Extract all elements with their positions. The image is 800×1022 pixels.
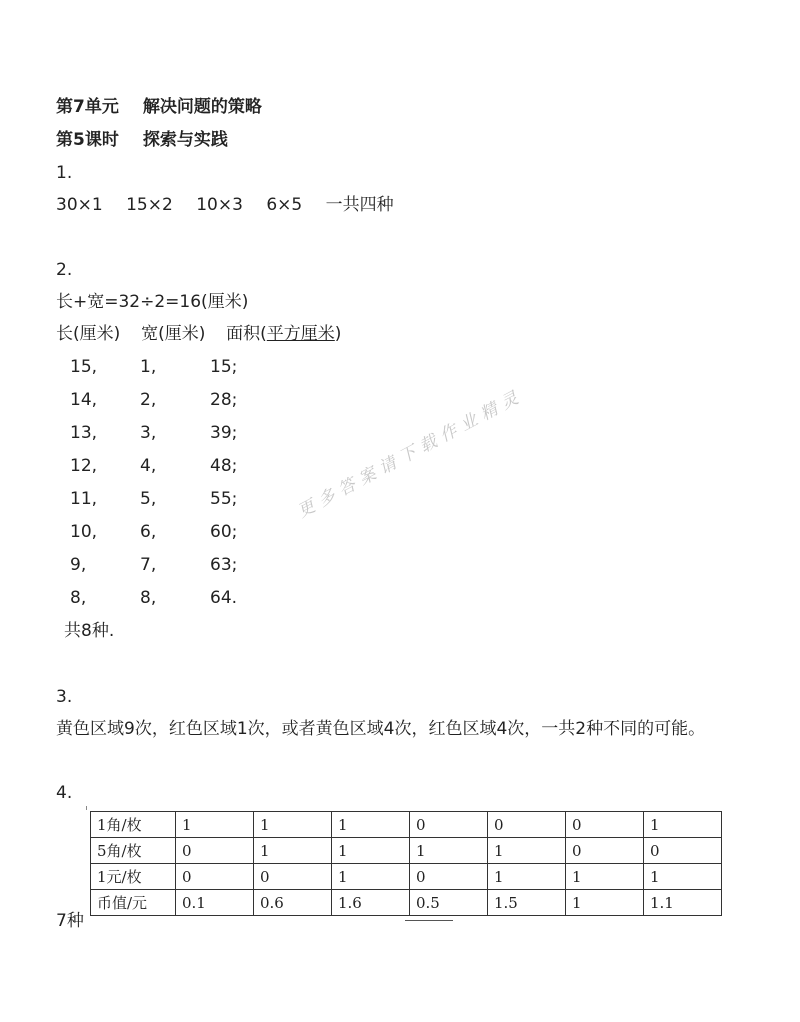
- table-cell: 1.5: [488, 890, 566, 916]
- table-cell: 1: [644, 864, 722, 890]
- q2-number: 2.: [56, 260, 73, 280]
- q4-number: 4.: [56, 783, 73, 803]
- lesson-title: 探索与实践: [142, 130, 228, 150]
- q3-answer: 黄色区域9次，红色区域1次，或者黄色区域4次，红色区域4次，一共2种不同的可能。: [56, 719, 706, 739]
- q1-total: 一共四种: [325, 195, 394, 215]
- table-cell: 0: [254, 864, 332, 890]
- q2-formula: 长+宽=32÷2=16(厘米): [56, 292, 249, 312]
- lesson-heading: [56, 129, 228, 151]
- row-header: 5角/枚: [91, 838, 176, 864]
- q2-total: 共8种.: [64, 621, 115, 641]
- table-cell: 1: [566, 864, 644, 890]
- table-cell: 1: [566, 890, 644, 916]
- table-cell: 0.6: [254, 890, 332, 916]
- table-cell: 1.1: [644, 890, 722, 916]
- q1-item: 10×3: [196, 195, 243, 215]
- row-header: 币值/元: [91, 890, 176, 916]
- unit-heading: [56, 96, 262, 118]
- table-row: [91, 838, 722, 864]
- table-cell: 0: [410, 864, 488, 890]
- length-header: 长(厘米): [56, 324, 121, 344]
- q4-total: 7种: [56, 911, 84, 931]
- area-header: 面积(平方厘米): [226, 324, 342, 344]
- table-cell: 0.5: [410, 890, 488, 916]
- table-cell: 0: [566, 838, 644, 864]
- q1-answer: [56, 194, 394, 216]
- table-cell: 1.6: [332, 890, 410, 916]
- unit-title: 解决问题的策略: [142, 97, 262, 117]
- table-cell: 1: [332, 864, 410, 890]
- scan-mark: [86, 806, 90, 810]
- table-cell: 1: [488, 864, 566, 890]
- table-cell: 0: [176, 838, 254, 864]
- table-cell: 1: [488, 838, 566, 864]
- coin-table: [90, 811, 722, 916]
- table-cell: 1: [644, 812, 722, 838]
- q1-item: 6×5: [266, 195, 303, 215]
- row-header: 1元/枚: [91, 864, 176, 890]
- width-header: 宽(厘米): [141, 324, 206, 344]
- lesson-label: 第5课时: [56, 130, 119, 150]
- unit-label: 第7单元: [56, 97, 119, 117]
- table-row: [91, 864, 722, 890]
- table-cell: 1: [254, 838, 332, 864]
- table-cell: 0: [566, 812, 644, 838]
- table-cell: 0: [488, 812, 566, 838]
- q1-item: 30×1: [56, 195, 103, 215]
- table-cell: 1: [410, 838, 488, 864]
- table-cell: 1: [254, 812, 332, 838]
- table-cell: 1: [176, 812, 254, 838]
- table-row: [91, 812, 722, 838]
- q1-item: 15×2: [126, 195, 173, 215]
- table-cell: 0: [176, 864, 254, 890]
- row-header: 1角/枚: [91, 812, 176, 838]
- q2-header: [56, 323, 341, 345]
- table-cell: 1: [332, 838, 410, 864]
- watermark: 更多答案请下载作业精灵: [294, 385, 528, 523]
- q1-number: 1.: [56, 163, 73, 183]
- table-cell: 0.1: [176, 890, 254, 916]
- q3-number: 3.: [56, 687, 73, 707]
- table-row: [91, 890, 722, 916]
- table-cell: 0: [644, 838, 722, 864]
- underline-mark: [405, 920, 453, 921]
- table-cell: 1: [332, 812, 410, 838]
- table-cell: 0: [410, 812, 488, 838]
